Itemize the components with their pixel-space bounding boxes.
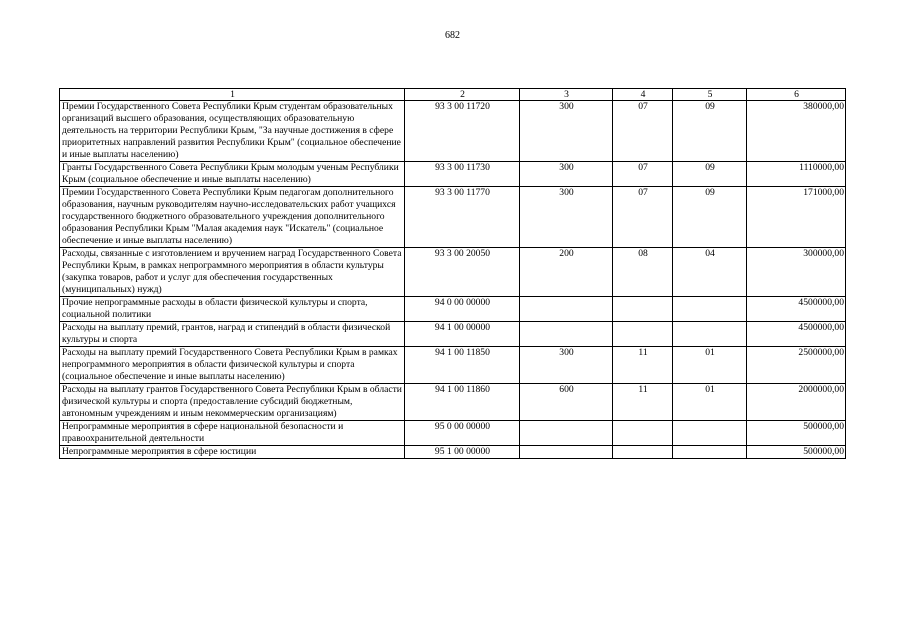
row-subsection: 01	[673, 384, 747, 421]
header-col-3: 3	[520, 89, 613, 101]
row-target-code: 93 3 00 11720	[405, 101, 520, 162]
row-section: 11	[613, 347, 673, 384]
row-subsection: 04	[673, 248, 747, 297]
row-target-code: 93 3 00 11730	[405, 162, 520, 187]
row-section	[613, 322, 673, 347]
row-section: 07	[613, 187, 673, 248]
header-col-6: 6	[747, 89, 846, 101]
row-section: 07	[613, 162, 673, 187]
row-amount: 300000,00	[747, 248, 846, 297]
row-target-code: 94 1 00 11850	[405, 347, 520, 384]
row-target-code: 94 0 00 00000	[405, 297, 520, 322]
row-section: 08	[613, 248, 673, 297]
table-row	[60, 384, 846, 421]
page-number: 682	[445, 30, 460, 41]
row-expense-type: 300	[520, 347, 613, 384]
row-section	[613, 421, 673, 446]
table-row	[60, 162, 846, 187]
row-subsection: 09	[673, 162, 747, 187]
row-subsection	[673, 322, 747, 347]
row-section	[613, 297, 673, 322]
table-row	[60, 101, 846, 162]
row-expense-type: 600	[520, 384, 613, 421]
row-expense-type: 300	[520, 101, 613, 162]
table-row	[60, 248, 846, 297]
row-amount: 4500000,00	[747, 322, 846, 347]
row-section: 11	[613, 384, 673, 421]
row-amount: 4500000,00	[747, 297, 846, 322]
row-subsection	[673, 446, 747, 459]
row-expense-type: 300	[520, 187, 613, 248]
header-col-1: 1	[60, 89, 405, 101]
header-col-2: 2	[405, 89, 520, 101]
row-target-code: 95 1 00 00000	[405, 446, 520, 459]
table-row	[60, 297, 846, 322]
row-subsection	[673, 297, 747, 322]
row-amount: 2000000,00	[747, 384, 846, 421]
header-col-5: 5	[673, 89, 747, 101]
row-amount: 1110000,00	[747, 162, 846, 187]
row-target-code: 93 3 00 20050	[405, 248, 520, 297]
table-row	[60, 322, 846, 347]
row-target-code: 93 3 00 11770	[405, 187, 520, 248]
row-amount: 500000,00	[747, 421, 846, 446]
row-amount: 380000,00	[747, 101, 846, 162]
row-name: Прочие непрограммные расходы в области физической культуры и спорта, социальной политики	[60, 297, 405, 322]
row-section	[613, 446, 673, 459]
row-subsection	[673, 421, 747, 446]
budget-table	[59, 88, 846, 459]
row-expense-type	[520, 446, 613, 459]
row-subsection: 01	[673, 347, 747, 384]
row-name: Непрограммные мероприятия в сфере юстиции	[60, 446, 405, 459]
table-row	[60, 421, 846, 446]
row-target-code: 95 0 00 00000	[405, 421, 520, 446]
row-name: Премии Государственного Совета Республики Крым педагогам дополнительного образования, научным руководителям научно-исследовательских работ учащихся государственного бюджетного образовательного учреждения дополнительного образования Республики Крым "Малая академия наук "Искатель" (социальное обеспечение и иные выплаты населению)	[60, 187, 405, 248]
row-name: Непрограммные мероприятия в сфере национальной безопасности и правоохранительной деятельности	[60, 421, 405, 446]
row-name: Расходы, связанные с изготовлением и вручением наград Государственного Совета Республики Крым, в рамках непрограммного мероприятия в области культуры (закупка товаров, работ и услуг для обеспечения государственных (муниципальных) нужд)	[60, 248, 405, 297]
table-row	[60, 347, 846, 384]
row-amount: 171000,00	[747, 187, 846, 248]
row-expense-type	[520, 421, 613, 446]
row-name: Премии Государственного Совета Республики Крым студентам образовательных организаций высшего образования, осуществляющих образовательную деятельность на территории Республики Крым, "За научные достижения в сфере приоритетных направлений развития Республики Крым" (социальное обеспечение и иные выплаты населению)	[60, 101, 405, 162]
row-target-code: 94 1 00 00000	[405, 322, 520, 347]
row-expense-type: 300	[520, 162, 613, 187]
row-section: 07	[613, 101, 673, 162]
row-name: Расходы на выплату грантов Государственного Совета Республики Крым в области физической культуры и спорта (предоставление субсидий бюджетным, автономным учреждениям и иным некоммерческим организациям)	[60, 384, 405, 421]
table-row	[60, 187, 846, 248]
row-amount: 500000,00	[747, 446, 846, 459]
row-subsection: 09	[673, 187, 747, 248]
row-expense-type	[520, 297, 613, 322]
row-expense-type	[520, 322, 613, 347]
row-expense-type: 200	[520, 248, 613, 297]
row-subsection: 09	[673, 101, 747, 162]
row-name: Расходы на выплату премий Государственного Совета Республики Крым в рамках непрограммного мероприятия в области физической культуры и спорта (социальное обеспечение и иные выплаты населению)	[60, 347, 405, 384]
table-row	[60, 446, 846, 459]
row-name: Расходы на выплату премий, грантов, наград и стипендий в области физической культуры и спорта	[60, 322, 405, 347]
header-col-4: 4	[613, 89, 673, 101]
header-row	[60, 89, 846, 101]
row-name: Гранты Государственного Совета Республики Крым молодым ученым Республики Крым (социальное обеспечение и иные выплаты населению)	[60, 162, 405, 187]
row-amount: 2500000,00	[747, 347, 846, 384]
row-target-code: 94 1 00 11860	[405, 384, 520, 421]
